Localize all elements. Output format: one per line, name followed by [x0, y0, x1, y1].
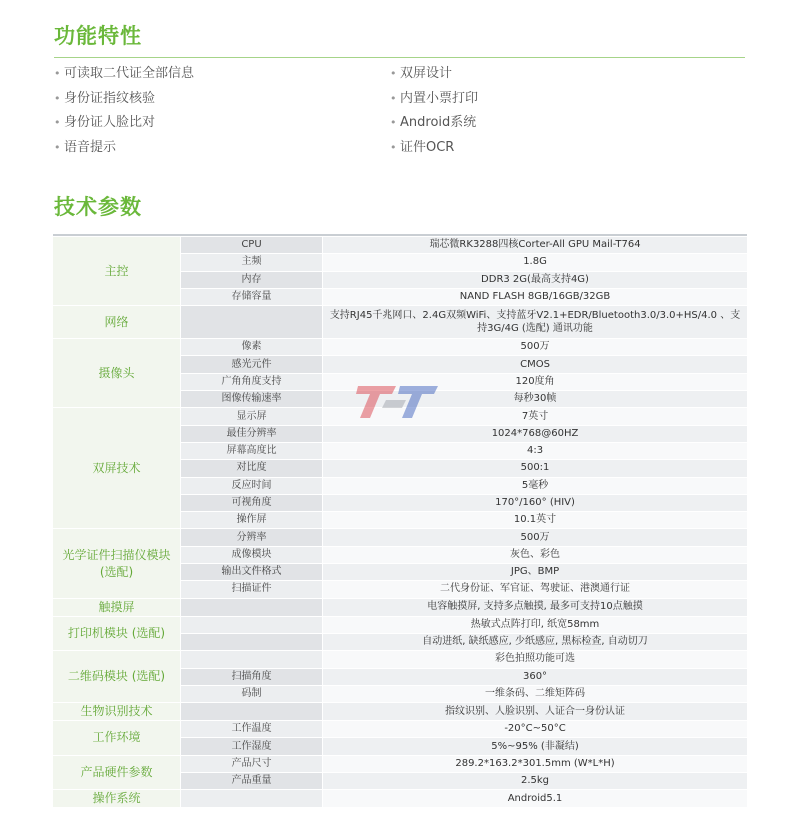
spec-category: 生物识别技术: [53, 703, 181, 721]
table-row: [53, 703, 748, 721]
spec-value: Android5.1: [323, 790, 748, 808]
table-row: [53, 306, 748, 339]
spec-category: 打印机模块 (选配): [53, 616, 181, 651]
feature-item: [54, 62, 194, 87]
spec-name: CPU: [181, 237, 323, 254]
spec-value: 170°/160° (HIV): [323, 494, 748, 511]
spec-category: 触摸屏: [53, 598, 181, 616]
feature-label: 可读取二代证全部信息: [64, 66, 195, 81]
spec-category: 产品硬件参数: [53, 755, 181, 790]
spec-name: 扫描证件: [181, 581, 323, 598]
table-row: [53, 598, 748, 616]
spec-value: 10.1英寸: [323, 512, 748, 529]
bullet-icon: •: [54, 67, 61, 80]
feature-item: [54, 111, 194, 136]
spec-name: 工作湿度: [181, 738, 323, 755]
spec-value: 二代身份证、军官证、驾驶证、港澳通行证: [323, 581, 748, 598]
spec-value: CMOS: [323, 356, 748, 373]
spec-name: 分辨率: [181, 529, 323, 546]
table-row: [53, 339, 748, 356]
feature-label: 语音提示: [64, 139, 117, 155]
feature-label: 身份证指纹核验: [64, 90, 156, 106]
spec-value: 1024*768@60HZ: [323, 425, 748, 442]
feature-label: 双屏设计: [400, 66, 453, 81]
spec-name: [181, 790, 323, 808]
spec-table: [52, 233, 748, 808]
spec-category: 工作环境: [53, 721, 181, 756]
spec-value: 7英寸: [323, 408, 748, 425]
table-row: [53, 790, 748, 808]
table-row: [53, 721, 748, 738]
bullet-icon: •: [54, 140, 61, 154]
spec-name: [181, 616, 323, 633]
features-title: 功能特性: [54, 24, 142, 48]
spec-name: 产品尺寸: [181, 755, 323, 772]
spec-value: 灰色、彩色: [323, 546, 748, 563]
spec-name: 图像传输速率: [181, 391, 323, 408]
table-row: [53, 529, 748, 546]
spec-value: 一维条码、二维矩阵码: [323, 685, 748, 702]
spec-value: -20°C~50°C: [323, 721, 748, 738]
spec-name: 输出文件格式: [181, 564, 323, 581]
features-left-column: [54, 62, 194, 160]
spec-name: 显示屏: [181, 408, 323, 425]
spec-name: 操作屏: [181, 512, 323, 529]
spec-name: [181, 306, 323, 339]
feature-label: 身份证人脸比对: [64, 115, 156, 130]
spec-value: 500万: [323, 339, 748, 356]
spec-value: 彩色拍照功能可选: [323, 651, 748, 668]
spec-value: 500:1: [323, 460, 748, 477]
spec-category: 主控: [53, 237, 181, 306]
features-right-column: [390, 62, 478, 160]
spec-name: 反应时间: [181, 477, 323, 494]
spec-value: DDR3 2G(最高支持4G): [323, 271, 748, 288]
spec-value: 每秒30帧: [323, 391, 748, 408]
spec-category: 网络: [53, 306, 181, 339]
bullet-icon: •: [54, 91, 61, 105]
feature-item: [54, 136, 194, 161]
spec-name: [181, 633, 323, 650]
spec-name: [181, 651, 323, 668]
spec-name: 最佳分辨率: [181, 425, 323, 442]
spec-category: 操作系统: [53, 790, 181, 808]
spec-name: 产品重量: [181, 773, 323, 790]
features-list: [54, 62, 745, 162]
spec-value: 4:3: [323, 442, 748, 459]
feature-item: [54, 87, 194, 112]
spec-value: 5毫秒: [323, 477, 748, 494]
spec-name: [181, 598, 323, 616]
table-row: [53, 651, 748, 668]
brand-watermark-logo: [356, 378, 438, 424]
spec-value: 289.2*163.2*301.5mm (W*L*H): [323, 755, 748, 772]
bullet-icon: •: [54, 116, 61, 129]
spec-name: 成像模块: [181, 546, 323, 563]
bullet-icon: •: [390, 140, 397, 154]
spec-value: 瑞芯微RK3288四核Corter-All GPU Mail-T764: [323, 237, 748, 254]
spec-name: 存储容量: [181, 288, 323, 305]
spec-value: 120度角: [323, 373, 748, 390]
specs-title: 技术参数: [54, 195, 142, 219]
bullet-icon: •: [390, 91, 397, 105]
spec-value: 5%~95% (非凝结): [323, 738, 748, 755]
spec-value: 360°: [323, 668, 748, 685]
bullet-icon: •: [390, 116, 397, 129]
spec-name: 像素: [181, 339, 323, 356]
feature-item: [390, 62, 478, 87]
feature-label: Android系统: [400, 115, 477, 130]
bullet-icon: •: [390, 67, 397, 80]
spec-name: 可视角度: [181, 494, 323, 511]
spec-value: 电容触摸屏, 支持多点触摸, 最多可支持10点触摸: [323, 598, 748, 616]
spec-name: 广角角度支持: [181, 373, 323, 390]
spec-value: 1.8G: [323, 254, 748, 271]
spec-value: 500万: [323, 529, 748, 546]
spec-name: 工作温度: [181, 721, 323, 738]
table-row: [53, 237, 748, 254]
spec-table-body: [53, 234, 748, 808]
spec-value: 指纹识别、人脸识别、人证合一身份认证: [323, 703, 748, 721]
spec-name: [181, 703, 323, 721]
table-row: [53, 755, 748, 772]
table-row: [53, 616, 748, 633]
feature-label: 内置小票打印: [400, 90, 479, 106]
spec-category: 二维码模块 (选配): [53, 651, 181, 703]
feature-item: [390, 136, 478, 161]
spec-name: 扫描角度: [181, 668, 323, 685]
feature-item: [390, 87, 478, 112]
spec-name: 对比度: [181, 460, 323, 477]
spec-name: 主频: [181, 254, 323, 271]
feature-item: [390, 111, 478, 136]
spec-name: 屏幕高度比: [181, 442, 323, 459]
feature-label: 证件OCR: [400, 139, 455, 155]
spec-name: 内存: [181, 271, 323, 288]
spec-category: 摄像头: [53, 339, 181, 408]
spec-value: JPG、BMP: [323, 564, 748, 581]
spec-category: 双屏技术: [53, 408, 181, 529]
spec-name: 码制: [181, 685, 323, 702]
spec-value: 自动进纸, 缺纸感应, 少纸感应, 黑标检查, 自动切刀: [323, 633, 748, 650]
spec-value: 热敏式点阵打印, 纸宽58mm: [323, 616, 748, 633]
spec-name: 感光元件: [181, 356, 323, 373]
spec-value: 支持RJ45千兆网口、2.4G双频WiFi、支持蓝牙V2.1+EDR/Bluetooth3.0/3.0+HS/4.0 、支持3G/4G (选配) 通讯功能: [323, 306, 748, 339]
spec-category: 光学证件扫描仪模块 (选配): [53, 529, 181, 598]
spec-value: NAND FLASH 8GB/16GB/32GB: [323, 288, 748, 305]
spec-value: 2.5kg: [323, 773, 748, 790]
features-divider: [54, 57, 745, 58]
